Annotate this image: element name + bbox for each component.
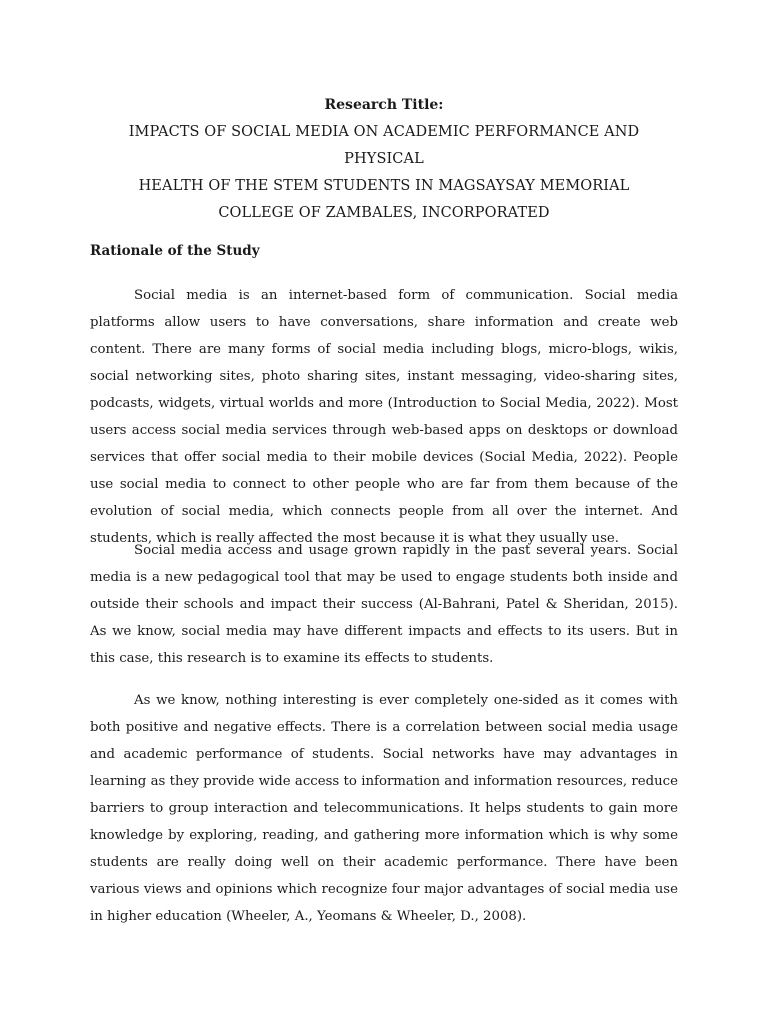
section-heading-rationale: Rationale of the Study [90, 243, 260, 259]
research-title-line-2: HEALTH OF THE STEM STUDENTS IN MAGSAYSAY MEMORIAL [138, 178, 630, 194]
research-title-line-1: IMPACTS OF SOCIAL MEDIA ON ACADEMIC PERFORMANCE AND PHYSICAL [128, 124, 640, 167]
research-title-block [90, 92, 678, 227]
paragraph-3: As we know, nothing interesting is ever completely one-sided as it comes with both positive and negative effects. There is a correlation between social media usage and academic performance of students. Social networks have may advantages in learning as they provide wide access to information and information resources, reduce barriers to group interaction and telecommunications. It helps students to gain more knowledge by exploring, reading, and gathering more information which is why some students are really doing well on their academic performance. There have been various views and opinions which recognize four major advantages of social media use in higher education (Wheeler, A., Yeomans & Wheeler, D., 2008). [90, 693, 678, 924]
research-title-line-3: COLLEGE OF ZAMBALES, INCORPORATED [218, 205, 550, 221]
paragraph-1: Social media is an internet-based form of communication. Social media platforms allow users to have conversations, share information and create web content. There are many forms of social media including blogs, micro-blogs, wikis, social networking sites, photo sharing sites, instant messaging, video-sharing sites, podcasts, widgets, virtual worlds and more (Introduction to Social Media, 2022). Most users access social media services through web-based apps on desktops or download services that offer social media to their mobile devices (Social Media, 2022). People use social media to connect to other people who are far from them because of the evolution of social media, which connects people from all over the internet. And students, which is really affected the most because it is what they usually use. [90, 288, 678, 546]
paragraph-2: Social media access and usage grown rapidly in the past several years. Social media is a new pedagogical tool that may be used to engage students both inside and outside their schools and impact their success (Al-Bahrani, Patel & Sheridan, 2015). As we know, social media may have different impacts and effects to its users. But in this case, this research is to examine its effects to students. [90, 543, 678, 666]
research-title-heading: Research Title: [324, 97, 444, 113]
